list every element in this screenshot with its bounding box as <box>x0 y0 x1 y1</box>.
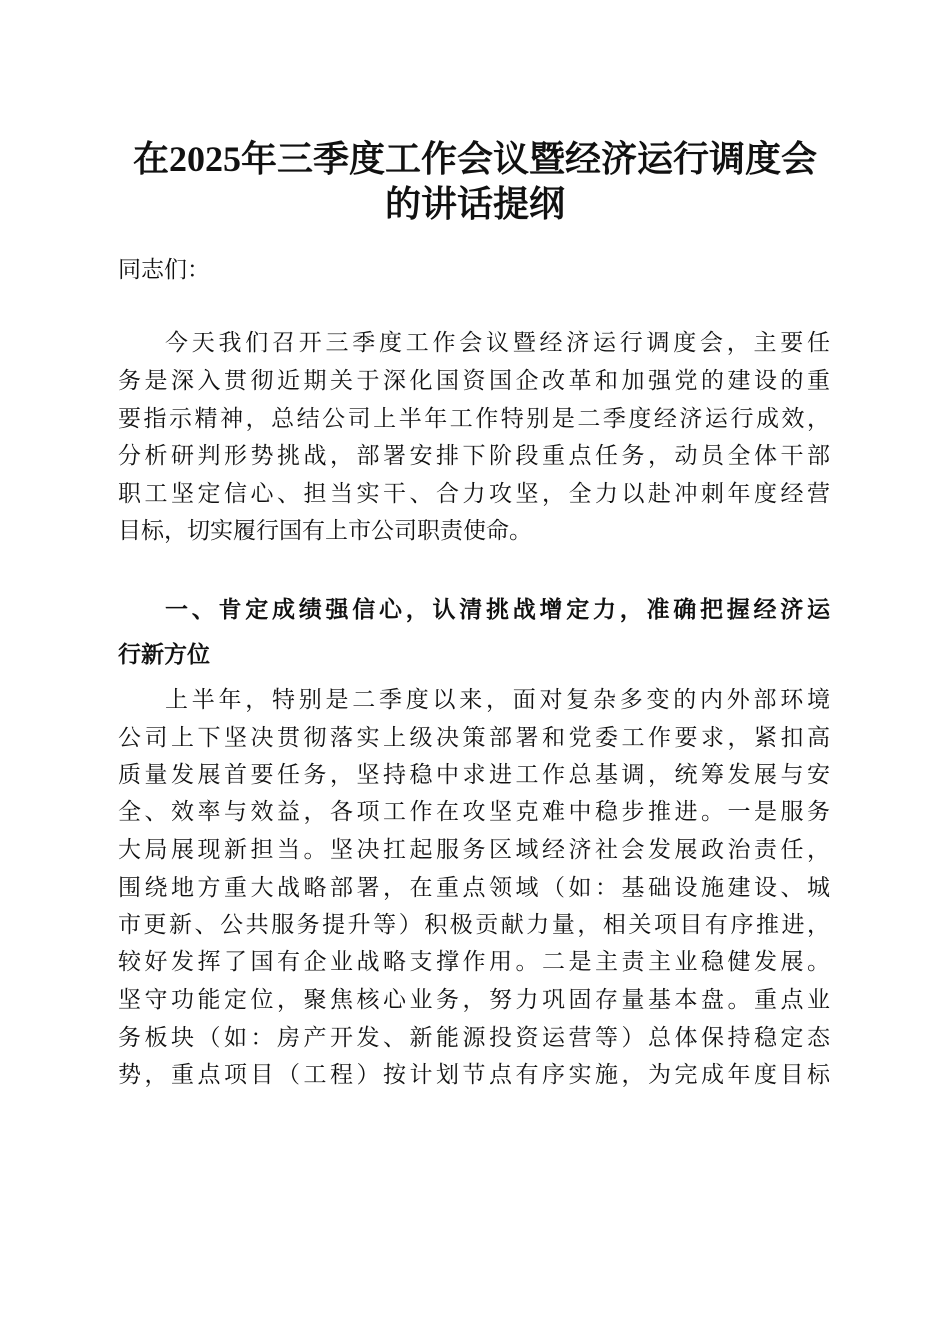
text-line: 公司上下坚决贯彻落实上级决策部署和党委工作要求，紧扣高 <box>118 725 830 751</box>
text-line: 务是深入贯彻近期关于深化国资国企改革和加强党的建设的重 <box>118 368 830 394</box>
text-line: 职工坚定信心、担当实干、合力攻坚，全力以赴冲刺年度经营 <box>118 481 830 507</box>
text-line: 质量发展首要任务，坚持稳中求进工作总基调，统筹发展与安 <box>118 762 830 788</box>
text-line: 坚守功能定位，聚焦核心业务，努力巩固存量基本盘。重点业 <box>118 987 830 1013</box>
text-line: 大局展现新担当。坚决扛起服务区域经济社会发展政治责任， <box>118 837 830 863</box>
text-line: 全、效率与效益，各项工作在攻坚克难中稳步推进。一是服务 <box>118 799 830 825</box>
text-line: 要指示精神，总结公司上半年工作特别是二季度经济运行成效， <box>118 406 830 432</box>
text-line: 围绕地方重大战略部署，在重点领域（如：基础设施建设、城 <box>118 875 830 901</box>
heading-line: 行新方位 <box>118 642 210 668</box>
heading-line: 一、肯定成绩强信心，认清挑战增定力，准确把握经济运 <box>165 597 830 623</box>
text-line: 上半年，特别是二季度以来，面对复杂多变的内外部环境 <box>165 687 830 713</box>
text-line: 今天我们召开三季度工作会议暨经济运行调度会，主要任 <box>165 330 830 356</box>
text-line: 势，重点项目（工程）按计划节点有序实施，为完成年度目标 <box>118 1062 830 1088</box>
text-line: 分析研判形势挑战，部署安排下阶段重点任务，动员全体干部 <box>118 443 830 469</box>
title-line: 在2025年三季度工作会议暨经济运行调度会 <box>132 139 817 179</box>
title-line: 的讲话提纲 <box>384 184 565 224</box>
text-line: 目标，切实履行国有上市公司职责使命。 <box>118 518 532 544</box>
text-line: 务板块（如：房产开发、新能源投资运营等）总体保持稳定态 <box>118 1025 830 1051</box>
text-line: 较好发挥了国有企业战略支撑作用。二是主责主业稳健发展。 <box>118 949 830 975</box>
text-line: 市更新、公共服务提升等）积极贡献力量，相关项目有序推进， <box>118 912 830 938</box>
salutation: 同志们： <box>118 257 210 283</box>
